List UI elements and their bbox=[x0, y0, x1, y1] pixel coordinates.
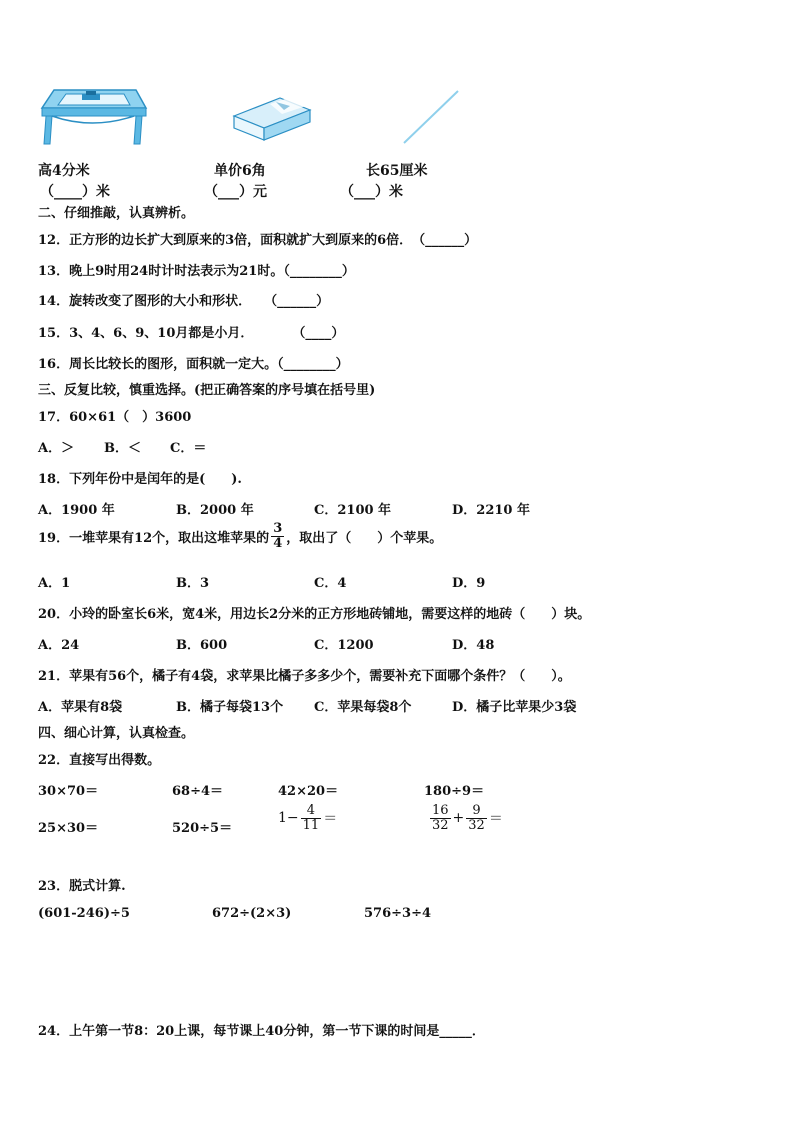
q22-expr-8-numerator-2: 9 bbox=[466, 804, 487, 819]
q22-expr-3: 42×20＝ bbox=[278, 784, 339, 799]
q23-expr-1: (601-246)÷5 bbox=[38, 906, 130, 921]
caption-line: 长65厘米 bbox=[366, 163, 428, 179]
table-picture bbox=[36, 86, 148, 150]
q23-expr-2: 672÷(2×3) bbox=[212, 906, 292, 921]
eraser-picture bbox=[230, 94, 314, 142]
q18-option-c[interactable]: C．2100 年 bbox=[314, 503, 392, 518]
q17-option-b[interactable]: B．＜ bbox=[104, 441, 141, 456]
q22-expr-8-fraction-1 bbox=[430, 804, 451, 832]
q22-expr-8-denominator-2: 32 bbox=[468, 817, 485, 833]
q21-option-b[interactable]: B．橘子每袋13个 bbox=[176, 700, 284, 715]
q19-option-b[interactable]: B．3 bbox=[176, 576, 210, 591]
q20-option-c[interactable]: C．1200 bbox=[314, 638, 374, 653]
section-2-title: 二、仔细推敲，认真辨析。 bbox=[38, 206, 195, 221]
q22-expr-7 bbox=[278, 804, 337, 832]
question-13: 13．晚上9时用24时计时法表示为21时。（________） bbox=[38, 264, 355, 279]
q22-expr-4: 180÷9＝ bbox=[424, 784, 485, 799]
q17-option-c[interactable]: C．＝ bbox=[170, 441, 207, 456]
question-24: 24．上午第一节8：20上课，每节课上40分钟，第一节下课的时间是_____． bbox=[38, 1024, 485, 1039]
q17-option-a[interactable]: A．＞ bbox=[38, 441, 75, 456]
q22-expr-6: 520÷5＝ bbox=[172, 821, 233, 836]
q19-option-d[interactable]: D．9 bbox=[452, 576, 486, 591]
q20-option-d[interactable]: D．48 bbox=[452, 638, 495, 653]
q20-option-b[interactable]: B．600 bbox=[176, 638, 228, 653]
q23-expr-3: 576÷3÷4 bbox=[364, 906, 432, 921]
question-22: 22．直接写出得数。 bbox=[38, 753, 161, 768]
section-3-title: 三、反复比较，慎重选择。(把正确答案的序号填在括号里) bbox=[38, 383, 376, 398]
q22-expr-2: 68÷4＝ bbox=[172, 784, 224, 799]
q22-expr-7-numerator: 4 bbox=[301, 804, 322, 819]
question-23: 23．脱式计算. bbox=[38, 879, 126, 894]
answer-eraser[interactable]: （___）元 bbox=[204, 184, 267, 200]
question-20: 20．小玲的卧室长6米，宽4米，用边长2分米的正方形地砖铺地，需要这样的地砖（ ）块。 bbox=[38, 607, 591, 622]
question-16: 16．周长比较长的图形，面积就一定大。（________） bbox=[38, 357, 349, 372]
question-17: 17．60×61（ ）3600 bbox=[38, 410, 192, 425]
q21-option-a[interactable]: A．苹果有8袋 bbox=[38, 700, 123, 715]
q22-expr-8-fraction-2 bbox=[466, 804, 487, 832]
q21-option-c[interactable]: C．苹果每袋8个 bbox=[314, 700, 412, 715]
answer-table[interactable]: （____）米 bbox=[40, 184, 110, 200]
q18-option-d[interactable]: D．2210 年 bbox=[452, 503, 530, 518]
question-12: 12．正方形的边长扩大到原来的3倍，面积就扩大到原来的6倍． （______） bbox=[38, 233, 478, 248]
q22-expr-8-tail: ＝ bbox=[488, 811, 503, 828]
answer-line[interactable]: （___）米 bbox=[340, 184, 403, 200]
question-15: 15．3、4、6、9、10月都是小月． （____） bbox=[38, 326, 345, 341]
q21-option-d[interactable]: D．橘子比苹果少3袋 bbox=[452, 700, 577, 715]
q20-option-a[interactable]: A．24 bbox=[38, 638, 80, 653]
question-18: 18．下列年份中是闰年的是( ). bbox=[38, 472, 242, 487]
q22-expr-7-tail: ＝ bbox=[323, 811, 338, 828]
section-4-title: 四、细心计算，认真检查。 bbox=[38, 726, 195, 741]
q19-stem-pre: 19．一堆苹果有12个，取出这堆苹果的 bbox=[38, 530, 270, 546]
q19-fraction-numerator: 3 bbox=[273, 521, 283, 536]
question-14: 14．旋转改变了图形的大小和形状． （______） bbox=[38, 294, 330, 309]
question-21: 21．苹果有56个，橘子有4袋，求苹果比橘子多多少个，需要补充下面哪个条件？（ ）。 bbox=[38, 669, 571, 684]
q18-option-a[interactable]: A．1900 年 bbox=[38, 503, 115, 518]
q19-fraction bbox=[271, 522, 284, 550]
caption-eraser: 单价6角 bbox=[214, 163, 266, 179]
q22-expr-1: 30×70＝ bbox=[38, 784, 99, 799]
q22-expr-7-fraction bbox=[301, 804, 322, 832]
q22-expr-8 bbox=[430, 804, 503, 832]
q19-option-a[interactable]: A．1 bbox=[38, 576, 71, 591]
q22-expr-7-denominator: 11 bbox=[302, 817, 320, 833]
q22-expr-8-operator: + bbox=[452, 810, 465, 827]
question-19 bbox=[38, 522, 442, 550]
q19-fraction-denominator: 4 bbox=[273, 535, 283, 551]
q18-option-b[interactable]: B．2000 年 bbox=[176, 503, 254, 518]
q22-expr-5: 25×30＝ bbox=[38, 821, 99, 836]
q22-expr-8-numerator-1: 16 bbox=[432, 803, 449, 818]
q22-expr-8-denominator-1: 32 bbox=[432, 817, 449, 833]
q22-expr-7-lead: 1− bbox=[278, 810, 299, 827]
line-segment-picture bbox=[400, 88, 462, 146]
q19-option-c[interactable]: C．4 bbox=[314, 576, 347, 591]
q19-stem-post: ，取出了（ ）个苹果。 bbox=[286, 530, 443, 546]
caption-table: 高4分米 bbox=[38, 163, 90, 179]
